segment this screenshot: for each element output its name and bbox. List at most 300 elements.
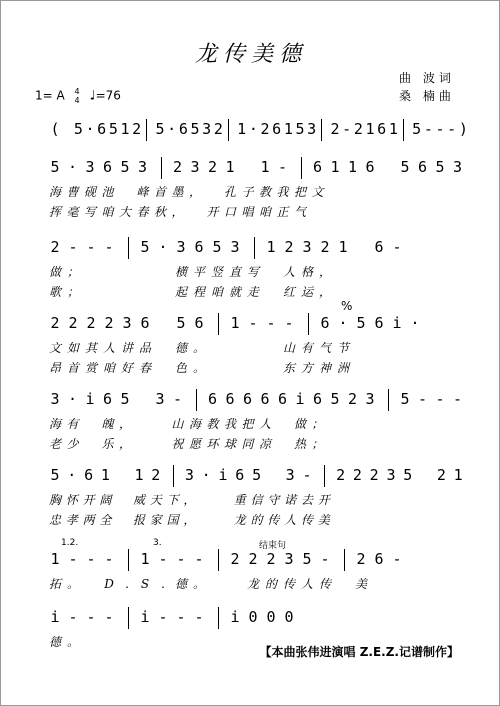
lyric-char: 曹 [66, 185, 79, 199]
lyric-char: 诺 [284, 493, 297, 507]
note: 3 [176, 238, 186, 256]
key-signature [35, 87, 121, 105]
lyric-char: 人 [102, 341, 115, 355]
note: 2 [104, 314, 114, 332]
lyric-char: . [125, 577, 129, 591]
note: ) [458, 120, 468, 138]
lyric-char: 开 [82, 493, 95, 507]
note: 2 [330, 120, 340, 138]
segno-mark: % [341, 299, 353, 313]
lyric-char: 热 [293, 437, 306, 451]
note: 5 [252, 466, 262, 484]
note: · [248, 120, 258, 138]
note: 6 [320, 314, 330, 332]
barline [321, 119, 322, 141]
lyric-char: 去 [300, 493, 313, 507]
lyric-char: 品 [138, 341, 151, 355]
note: - [447, 120, 457, 138]
note: - [435, 390, 445, 408]
barline [344, 549, 345, 571]
barline [308, 313, 309, 335]
note-row [1, 157, 500, 177]
footer-credit: 【本曲张伟进演唱 Z.E.Z.记谱制作】 [259, 645, 459, 659]
lyric-char: ， [183, 493, 196, 507]
note: 2 [352, 466, 362, 484]
lyric-char: 墨 [171, 185, 184, 199]
note: · [201, 466, 211, 484]
lyric-char: 传 [300, 513, 313, 527]
lyric-char: 写 [83, 205, 96, 219]
lyric-char: 老 [48, 437, 61, 451]
lyric-char: 传 [318, 577, 331, 591]
note: i [230, 608, 240, 626]
lyric-char: ， [318, 285, 331, 299]
note: i [392, 314, 402, 332]
note: - [277, 158, 288, 176]
lyric-char: 咱 [102, 361, 115, 375]
note: 1 [100, 466, 110, 484]
lyric-char: 挥 [48, 205, 61, 219]
lyric-char: 的 [250, 513, 263, 527]
lyric-char: ， [318, 265, 331, 279]
note: 2 [436, 466, 446, 484]
lyric-char: 乐 [101, 437, 114, 451]
barline [128, 237, 129, 259]
note-row [1, 389, 500, 409]
lyric-row [1, 415, 500, 433]
note: 2 [172, 158, 183, 176]
lyric-char: 人 [284, 513, 297, 527]
note: - [435, 120, 445, 138]
note: - [104, 608, 114, 626]
lyric-char: 海 [48, 417, 61, 431]
note: 3 [190, 158, 200, 176]
lyric-char: ， [183, 513, 196, 527]
note: · [158, 238, 168, 256]
lyric-char: 咱 [210, 285, 223, 299]
lyric-char: 秋 [153, 205, 166, 219]
lyric-char: ， [118, 417, 131, 431]
note: 5 [212, 238, 222, 256]
note: 6 [260, 390, 270, 408]
note: - [158, 608, 168, 626]
note: 5 [400, 158, 410, 176]
note: - [284, 314, 294, 332]
lyric-char: 海 [48, 185, 61, 199]
note: i [50, 608, 60, 626]
lyric-char: 歌 [48, 285, 61, 299]
lyric-char: 信 [250, 493, 263, 507]
lyric-char: 起 [174, 285, 187, 299]
ending-label: 结束句 [259, 541, 287, 551]
lyric-char: 子 [241, 185, 254, 199]
note-row [1, 313, 500, 333]
note: 2 [356, 550, 366, 568]
lyric-char: 横 [174, 265, 187, 279]
lyric-row [1, 435, 500, 453]
barline [173, 465, 174, 487]
note: · [67, 158, 78, 176]
lyric-char: 我 [223, 417, 236, 431]
note: 2 [266, 550, 276, 568]
lyric-char: 池 [101, 185, 114, 199]
note: - [176, 550, 186, 568]
lyric-char: 孔 [223, 185, 236, 199]
lyric-char: 国 [166, 513, 179, 527]
lyric-char: 做 [293, 417, 306, 431]
barline [128, 607, 129, 629]
volta-1: 1.2. [61, 538, 79, 548]
lyric-char: 正 [276, 205, 289, 219]
lyric-char: 忠 [48, 513, 61, 527]
lyric-char: 好 [120, 361, 133, 375]
lyric-char: 红 [282, 285, 295, 299]
note: 3 [85, 158, 95, 176]
lyric-char: 春 [136, 205, 149, 219]
lyric-char: 胸 [48, 493, 61, 507]
barline [218, 313, 219, 335]
note: 6 [207, 390, 218, 408]
barline [228, 119, 229, 141]
note: · [85, 120, 95, 138]
lyric-char: 把 [293, 185, 306, 199]
note: 2 [86, 314, 96, 332]
lyric-char: 首 [153, 185, 166, 199]
lyric-char: 做 [48, 265, 61, 279]
lyric-char: 魄 [101, 417, 114, 431]
note-row [1, 549, 500, 569]
note: 1 [388, 120, 398, 138]
lyric-char: 传 [282, 577, 295, 591]
note: 1 [338, 238, 348, 256]
note: 6 [377, 120, 387, 138]
note: - [104, 238, 114, 256]
lyric-char: 口 [223, 205, 236, 219]
lyric-char: 有 [66, 417, 79, 431]
barline [218, 549, 219, 571]
note: - [320, 550, 330, 568]
lyric-char: 山 [171, 417, 184, 431]
lyric-char: 两 [82, 513, 95, 527]
lyric-char: 威 [132, 493, 145, 507]
note: 6 [194, 238, 204, 256]
barline [161, 157, 162, 179]
lyric-char: 祝 [171, 437, 184, 451]
note: - [68, 550, 78, 568]
note: 3 [365, 390, 375, 408]
lyric-char: 山 [282, 341, 295, 355]
note: 5 [190, 120, 200, 138]
note: 1 [237, 120, 247, 138]
volta-2: 3. [153, 538, 162, 548]
note: 6 [312, 390, 323, 408]
lyric-char: 美 [354, 577, 367, 591]
lyric-char: 平 [192, 265, 205, 279]
note: 5 [50, 158, 60, 176]
note-row [1, 465, 500, 485]
note: 5 [302, 550, 312, 568]
note: - [194, 608, 204, 626]
lyric-row [1, 183, 500, 201]
lyric-char: 写 [246, 265, 259, 279]
note: 6 [417, 158, 428, 176]
lyric-char: 气 [318, 341, 331, 355]
lyric-char: ， [188, 185, 201, 199]
note: - [86, 550, 96, 568]
lyric-char: 龙 [233, 513, 246, 527]
note: 1 [230, 314, 240, 332]
note: 1 [347, 158, 358, 176]
lyric-char: 家 [149, 513, 162, 527]
lyric-char: 春 [138, 361, 151, 375]
note: - [248, 314, 258, 332]
lyric-char: 拓 [48, 577, 61, 591]
note: 6 [272, 120, 282, 138]
lyric-char: 砚 [83, 185, 96, 199]
note: 3 [122, 314, 132, 332]
lyric-char: 龙 [246, 577, 259, 591]
note: 3 [230, 238, 240, 256]
lyric-char: 首 [66, 361, 79, 375]
lyric-char: 凉 [258, 437, 271, 451]
note: - [68, 608, 78, 626]
lyric-char: 就 [228, 285, 241, 299]
lyric-char: 传 [267, 513, 280, 527]
lyric-row [1, 575, 500, 593]
note: 2 [347, 390, 358, 408]
note: 2 [284, 238, 294, 256]
note: 6 [97, 120, 107, 138]
lyric-char: 赏 [84, 361, 97, 375]
lyric-char: 。 [66, 635, 79, 649]
lyric-char: 同 [241, 437, 254, 451]
lyric-char: . [161, 577, 165, 591]
barline [196, 389, 197, 411]
note: 2 [320, 238, 330, 256]
note: · [338, 314, 348, 332]
lyric-row [1, 283, 500, 301]
lyric-char: 人 [300, 577, 313, 591]
lyric-char: 如 [66, 341, 79, 355]
lyric-char: 大 [118, 205, 131, 219]
lyricist-credit: 曲 波词 [399, 71, 455, 85]
note: - [302, 466, 312, 484]
composer-credit: 桑 楠曲 [399, 89, 455, 103]
lyric-row [1, 511, 500, 529]
note: ( [50, 120, 60, 138]
note: - [176, 608, 186, 626]
lyric-char: 走 [246, 285, 259, 299]
lyric-row [1, 263, 500, 281]
note: 5 [50, 466, 60, 484]
lyric-char: 。 [192, 341, 205, 355]
note: - [452, 390, 463, 408]
note: 6 [140, 314, 150, 332]
lyric-char: 全 [99, 513, 112, 527]
note: - [172, 390, 183, 408]
note: 0 [248, 608, 258, 626]
lyric-char: 德 [48, 635, 61, 649]
note: 3 [452, 158, 463, 176]
lyric-char: 讲 [120, 341, 133, 355]
note: 2 [50, 314, 60, 332]
note: 5 [176, 314, 186, 332]
lyric-char: 文 [48, 341, 61, 355]
note: 5 [108, 120, 118, 138]
note: - [342, 120, 352, 138]
note: 5 [73, 120, 83, 138]
note: 6 [102, 158, 113, 176]
lyric-char: 咱 [101, 205, 114, 219]
note: 5 [155, 120, 165, 138]
note: 1 [453, 466, 463, 484]
note: 2 [248, 550, 258, 568]
note: 6 [374, 238, 384, 256]
lyric-char: 色 [174, 361, 187, 375]
lyric-char: 愿 [188, 437, 201, 451]
note: 1 [266, 238, 276, 256]
lyric-row [1, 359, 500, 377]
lyric-char: ， [118, 437, 131, 451]
note: 1 [140, 550, 150, 568]
note: 2 [151, 466, 161, 484]
lyric-char: 程 [192, 285, 205, 299]
note: 5 [400, 390, 410, 408]
note: - [417, 390, 428, 408]
key-label: 1= A [35, 88, 65, 103]
barline [146, 119, 147, 141]
lyric-char: 少 [66, 437, 79, 451]
lyric-char: D [104, 577, 114, 591]
lyric-char: 开 [206, 205, 219, 219]
note: 6 [102, 390, 113, 408]
note: - [194, 550, 204, 568]
note: 5 [295, 120, 305, 138]
note: 2 [260, 120, 270, 138]
lyric-char: 其 [84, 341, 97, 355]
note: · [410, 314, 420, 332]
lyric-row [1, 491, 500, 509]
lyric-row [1, 339, 500, 357]
note: 5 [435, 158, 445, 176]
note: 3 [137, 158, 148, 176]
barline [218, 607, 219, 629]
lyric-char: 天 [149, 493, 162, 507]
note: 6 [194, 314, 204, 332]
lyric-char: 毫 [66, 205, 79, 219]
lyric-char: 教 [206, 417, 219, 431]
lyric-char: 美 [317, 513, 330, 527]
lyric-char: 德 [174, 341, 187, 355]
barline [128, 549, 129, 571]
note: 3 [307, 120, 317, 138]
lyric-char: 洲 [336, 361, 349, 375]
note: 5 [120, 158, 130, 176]
lyric-char: S [140, 577, 150, 591]
barline [324, 465, 325, 487]
note: 0 [266, 608, 276, 626]
note: 6 [242, 390, 253, 408]
barline [403, 119, 404, 141]
lyric-char: 昂 [48, 361, 61, 375]
note: 6 [365, 158, 375, 176]
note: 1 [365, 120, 375, 138]
lyric-char: ； [311, 417, 324, 431]
lyric-char: 直 [228, 265, 241, 279]
note: 5 [412, 120, 422, 138]
note: · [67, 390, 78, 408]
time-top: 4 [74, 87, 80, 96]
note: 6 [374, 550, 384, 568]
lyric-char: ； [66, 285, 79, 299]
note: 1 [260, 158, 270, 176]
note: - [86, 238, 96, 256]
lyric-char: 开 [317, 493, 330, 507]
lyric-char: 节 [336, 341, 349, 355]
note: 5 [120, 390, 130, 408]
lyric-char: 球 [223, 437, 236, 451]
lyric-char: ， [171, 205, 184, 219]
note: - [392, 550, 402, 568]
lyric-char: 教 [258, 185, 271, 199]
note: 3 [284, 550, 294, 568]
quarter-note-icon: ♩ [89, 88, 96, 104]
lyric-char: 下 [166, 493, 179, 507]
lyric-char: 守 [267, 493, 280, 507]
note: 3 [302, 238, 312, 256]
note: 2 [336, 466, 346, 484]
note: - [423, 120, 433, 138]
lyric-char: ； [311, 437, 324, 451]
note: 5 [330, 390, 340, 408]
lyric-char: 我 [276, 185, 289, 199]
lyric-char: 的 [264, 577, 277, 591]
note: 3 [202, 120, 212, 138]
lyric-row [1, 203, 500, 221]
lyric-char: 怀 [65, 493, 78, 507]
song-title: 龙传美德 [194, 42, 307, 67]
lyric-char: 唱 [241, 205, 254, 219]
note: - [86, 608, 96, 626]
note: 1 [50, 550, 60, 568]
note: 2 [230, 550, 240, 568]
note: 3 [386, 466, 396, 484]
lyric-char: 人 [258, 417, 271, 431]
lyric-char: 海 [188, 417, 201, 431]
note: 3 [285, 466, 295, 484]
note-row [1, 119, 500, 139]
barline [301, 157, 302, 179]
lyric-char: 竖 [210, 265, 223, 279]
lyric-char: 德 [174, 577, 187, 591]
lyric-char: 文 [311, 185, 324, 199]
note-row [1, 237, 500, 257]
note: 2 [50, 238, 60, 256]
note: i [140, 608, 150, 626]
note: - [68, 238, 78, 256]
note: i [218, 466, 228, 484]
note: i [295, 390, 305, 408]
lyric-char: 。 [192, 577, 205, 591]
note: - [266, 314, 276, 332]
note: 1 [330, 158, 340, 176]
lyric-char: 人 [282, 265, 295, 279]
note: 1 [134, 466, 144, 484]
lyric-char: 气 [293, 205, 306, 219]
lyric-char: 东 [282, 361, 295, 375]
lyric-char: 阔 [99, 493, 112, 507]
note: 5 [403, 466, 413, 484]
